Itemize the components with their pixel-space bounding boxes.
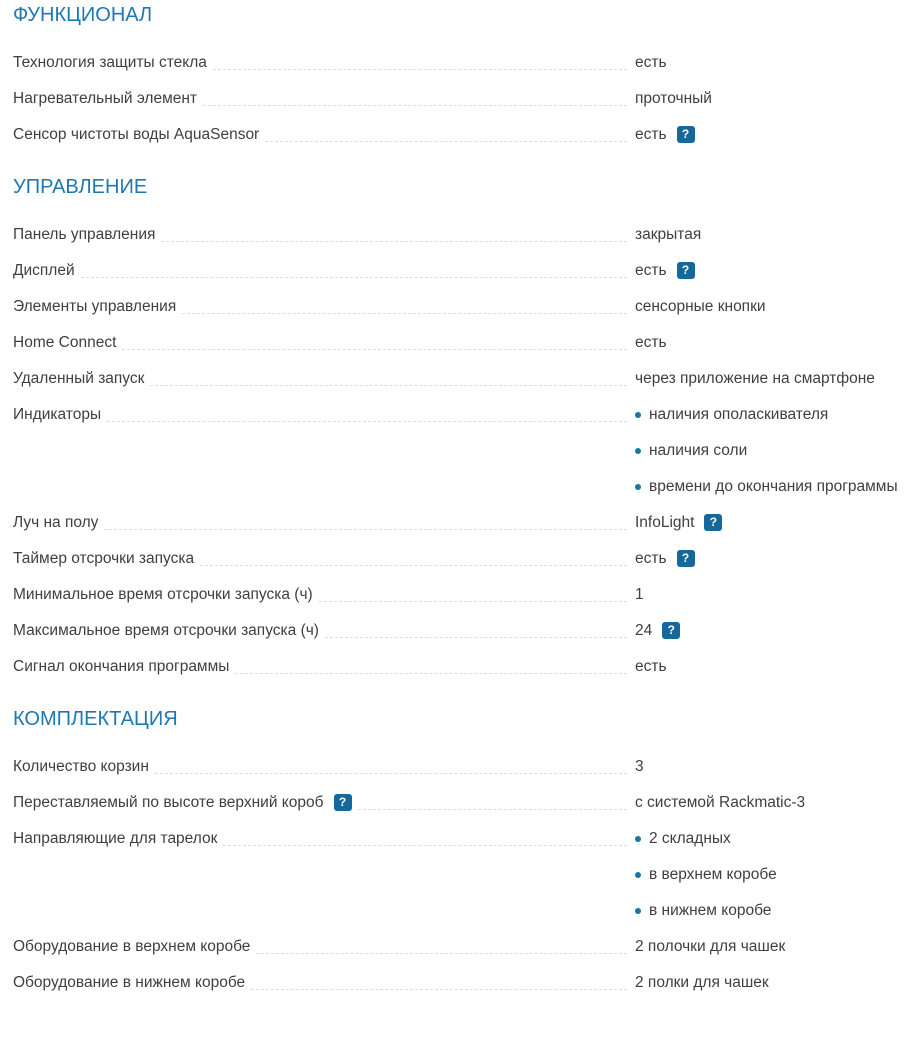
row-label-text: Элементы управления [13, 298, 177, 315]
row-value-text: сенсорные кнопки [635, 298, 766, 315]
row-value-text: есть [635, 550, 667, 567]
spec-section [13, 3, 907, 145]
row-value-text: закрытая [635, 226, 702, 243]
row-label-text: Нагревательный элемент [13, 90, 198, 107]
value-list [635, 405, 907, 497]
spec-row [13, 973, 907, 993]
bullet-dot-icon [635, 836, 641, 842]
value-list-item [635, 865, 907, 885]
row-value [635, 261, 907, 281]
row-label [13, 937, 250, 957]
row-value-text: 2 полочки для чашек [635, 938, 786, 955]
row-label [13, 125, 259, 145]
dotted-leader [200, 549, 627, 566]
spec-row [13, 89, 907, 109]
row-label [13, 369, 144, 389]
dotted-leader [223, 829, 627, 846]
value-list-item [635, 901, 907, 921]
row-label-text: Максимальное время отсрочки запуска (ч) [13, 622, 319, 639]
spec-section [13, 175, 907, 677]
row-value-text: 24 [635, 622, 653, 639]
value-list-item [635, 829, 907, 849]
row-label [13, 973, 245, 993]
spec-row [13, 793, 907, 813]
row-label-text: Сенсор чистоты воды AquaSensor [13, 126, 260, 143]
section-title: УПРАВЛЕНИЕ [13, 176, 148, 198]
dotted-leader [182, 297, 627, 314]
dotted-leader [104, 513, 627, 530]
spec-row [13, 657, 907, 677]
bullet-dot-icon [635, 448, 641, 454]
section-title: КОМПЛЕКТАЦИЯ [13, 708, 178, 730]
row-value-text: с системой Rackmatic-3 [635, 794, 806, 811]
dotted-leader [150, 369, 627, 386]
spec-row [13, 125, 907, 145]
value-list-item-text: в верхнем коробе [649, 866, 777, 883]
row-label-text: Количество корзин [13, 758, 149, 775]
row-label [13, 793, 352, 813]
row-value [635, 585, 907, 605]
row-label [13, 225, 155, 245]
row-value-text: есть [635, 54, 667, 71]
row-value [635, 369, 907, 389]
dotted-leader [251, 973, 627, 990]
row-label-text: Home Connect [13, 334, 117, 351]
row-label-text: Переставляемый по высоте верхний короб [13, 794, 324, 811]
row-label [13, 261, 75, 281]
row-value [635, 829, 907, 921]
spec-row [13, 585, 907, 605]
help-icon[interactable]: ? [334, 794, 352, 811]
dotted-leader [81, 261, 627, 278]
row-value-text: InfoLight [635, 514, 695, 531]
spec-row [13, 757, 907, 777]
row-label-text: Индикаторы [13, 406, 102, 423]
row-value [635, 297, 907, 317]
row-value-text: 1 [635, 586, 644, 603]
value-list-item [635, 405, 907, 425]
help-icon[interactable]: ? [677, 550, 695, 567]
row-label [13, 333, 116, 353]
spec-row [13, 53, 907, 73]
help-icon[interactable]: ? [677, 126, 695, 143]
row-label-text: Дисплей [13, 262, 75, 279]
value-list-item-text: 2 складных [649, 830, 731, 847]
dotted-leader [325, 621, 627, 638]
row-label [13, 657, 229, 677]
row-value [635, 549, 907, 569]
row-label-text: Оборудование в верхнем коробе [13, 938, 251, 955]
row-label-text: Сигнал окончания программы [13, 658, 230, 675]
row-value-text: есть [635, 334, 667, 351]
value-list-item-text: в нижнем коробе [649, 902, 772, 919]
dotted-leader [213, 53, 627, 70]
spec-row [13, 225, 907, 245]
dotted-leader [122, 333, 627, 350]
spec-row [13, 549, 907, 569]
row-label [13, 405, 101, 425]
row-label-text: Минимальное время отсрочки запуска (ч) [13, 586, 313, 603]
row-label [13, 89, 197, 109]
row-value-text: проточный [635, 90, 712, 107]
spec-row [13, 937, 907, 957]
row-label-text: Удаленный запуск [13, 370, 145, 387]
row-label-text: Технология защиты стекла [13, 54, 207, 71]
value-list-item-text: наличия соли [649, 442, 748, 459]
value-list-item-text: времени до окончания программы [649, 478, 898, 495]
spec-row [13, 369, 907, 389]
dotted-leader [358, 793, 628, 810]
dotted-leader [265, 125, 627, 142]
row-value [635, 793, 907, 813]
row-label [13, 757, 149, 777]
dotted-leader [161, 225, 627, 242]
value-list-item-text: наличия ополаскивателя [649, 406, 829, 423]
row-label-text: Панель управления [13, 226, 156, 243]
dotted-leader [256, 937, 627, 954]
spec-row [13, 513, 907, 533]
bullet-dot-icon [635, 908, 641, 914]
row-value-text: 3 [635, 758, 644, 775]
row-value [635, 513, 907, 533]
row-value-text: есть [635, 658, 667, 675]
spec-row [13, 621, 907, 641]
bullet-dot-icon [635, 484, 641, 490]
row-label-text: Луч на полу [13, 514, 99, 531]
row-value [635, 757, 907, 777]
value-list-item [635, 477, 907, 497]
help-icon[interactable]: ? [662, 622, 680, 639]
dotted-leader [155, 757, 627, 774]
spec-section [13, 707, 907, 993]
row-value-text: есть [635, 262, 667, 279]
help-icon[interactable]: ? [704, 514, 722, 531]
value-list-item [635, 441, 907, 461]
section-title: ФУНКЦИОНАЛ [13, 4, 153, 26]
spec-row [13, 405, 907, 497]
value-list [635, 829, 907, 921]
dotted-leader [319, 585, 627, 602]
spec-row [13, 333, 907, 353]
row-label [13, 829, 217, 849]
dotted-leader [203, 89, 627, 106]
row-value [635, 937, 907, 957]
row-label [13, 297, 176, 317]
dotted-leader [107, 405, 627, 422]
row-value [635, 973, 907, 993]
row-value-text: есть [635, 126, 667, 143]
row-label [13, 549, 194, 569]
row-label-text: Направляющие для тарелок [13, 830, 218, 847]
row-value [635, 53, 907, 73]
row-value-text: через приложение на смартфоне [635, 370, 875, 387]
row-value [635, 225, 907, 245]
row-value [635, 657, 907, 677]
row-value [635, 333, 907, 353]
row-label-text: Оборудование в нижнем коробе [13, 974, 246, 991]
row-label [13, 585, 313, 605]
row-value [635, 125, 907, 145]
spec-row [13, 829, 907, 921]
row-label [13, 513, 98, 533]
row-label [13, 621, 319, 641]
spec-row [13, 297, 907, 317]
row-label [13, 53, 207, 73]
row-label-text: Таймер отсрочки запуска [13, 550, 195, 567]
bullet-dot-icon [635, 412, 641, 418]
dotted-leader [235, 657, 627, 674]
row-value-text: 2 полки для чашек [635, 974, 769, 991]
spec-row [13, 261, 907, 281]
row-value [635, 621, 907, 641]
row-value [635, 405, 907, 497]
bullet-dot-icon [635, 872, 641, 878]
help-icon[interactable]: ? [677, 262, 695, 279]
row-value [635, 89, 907, 109]
